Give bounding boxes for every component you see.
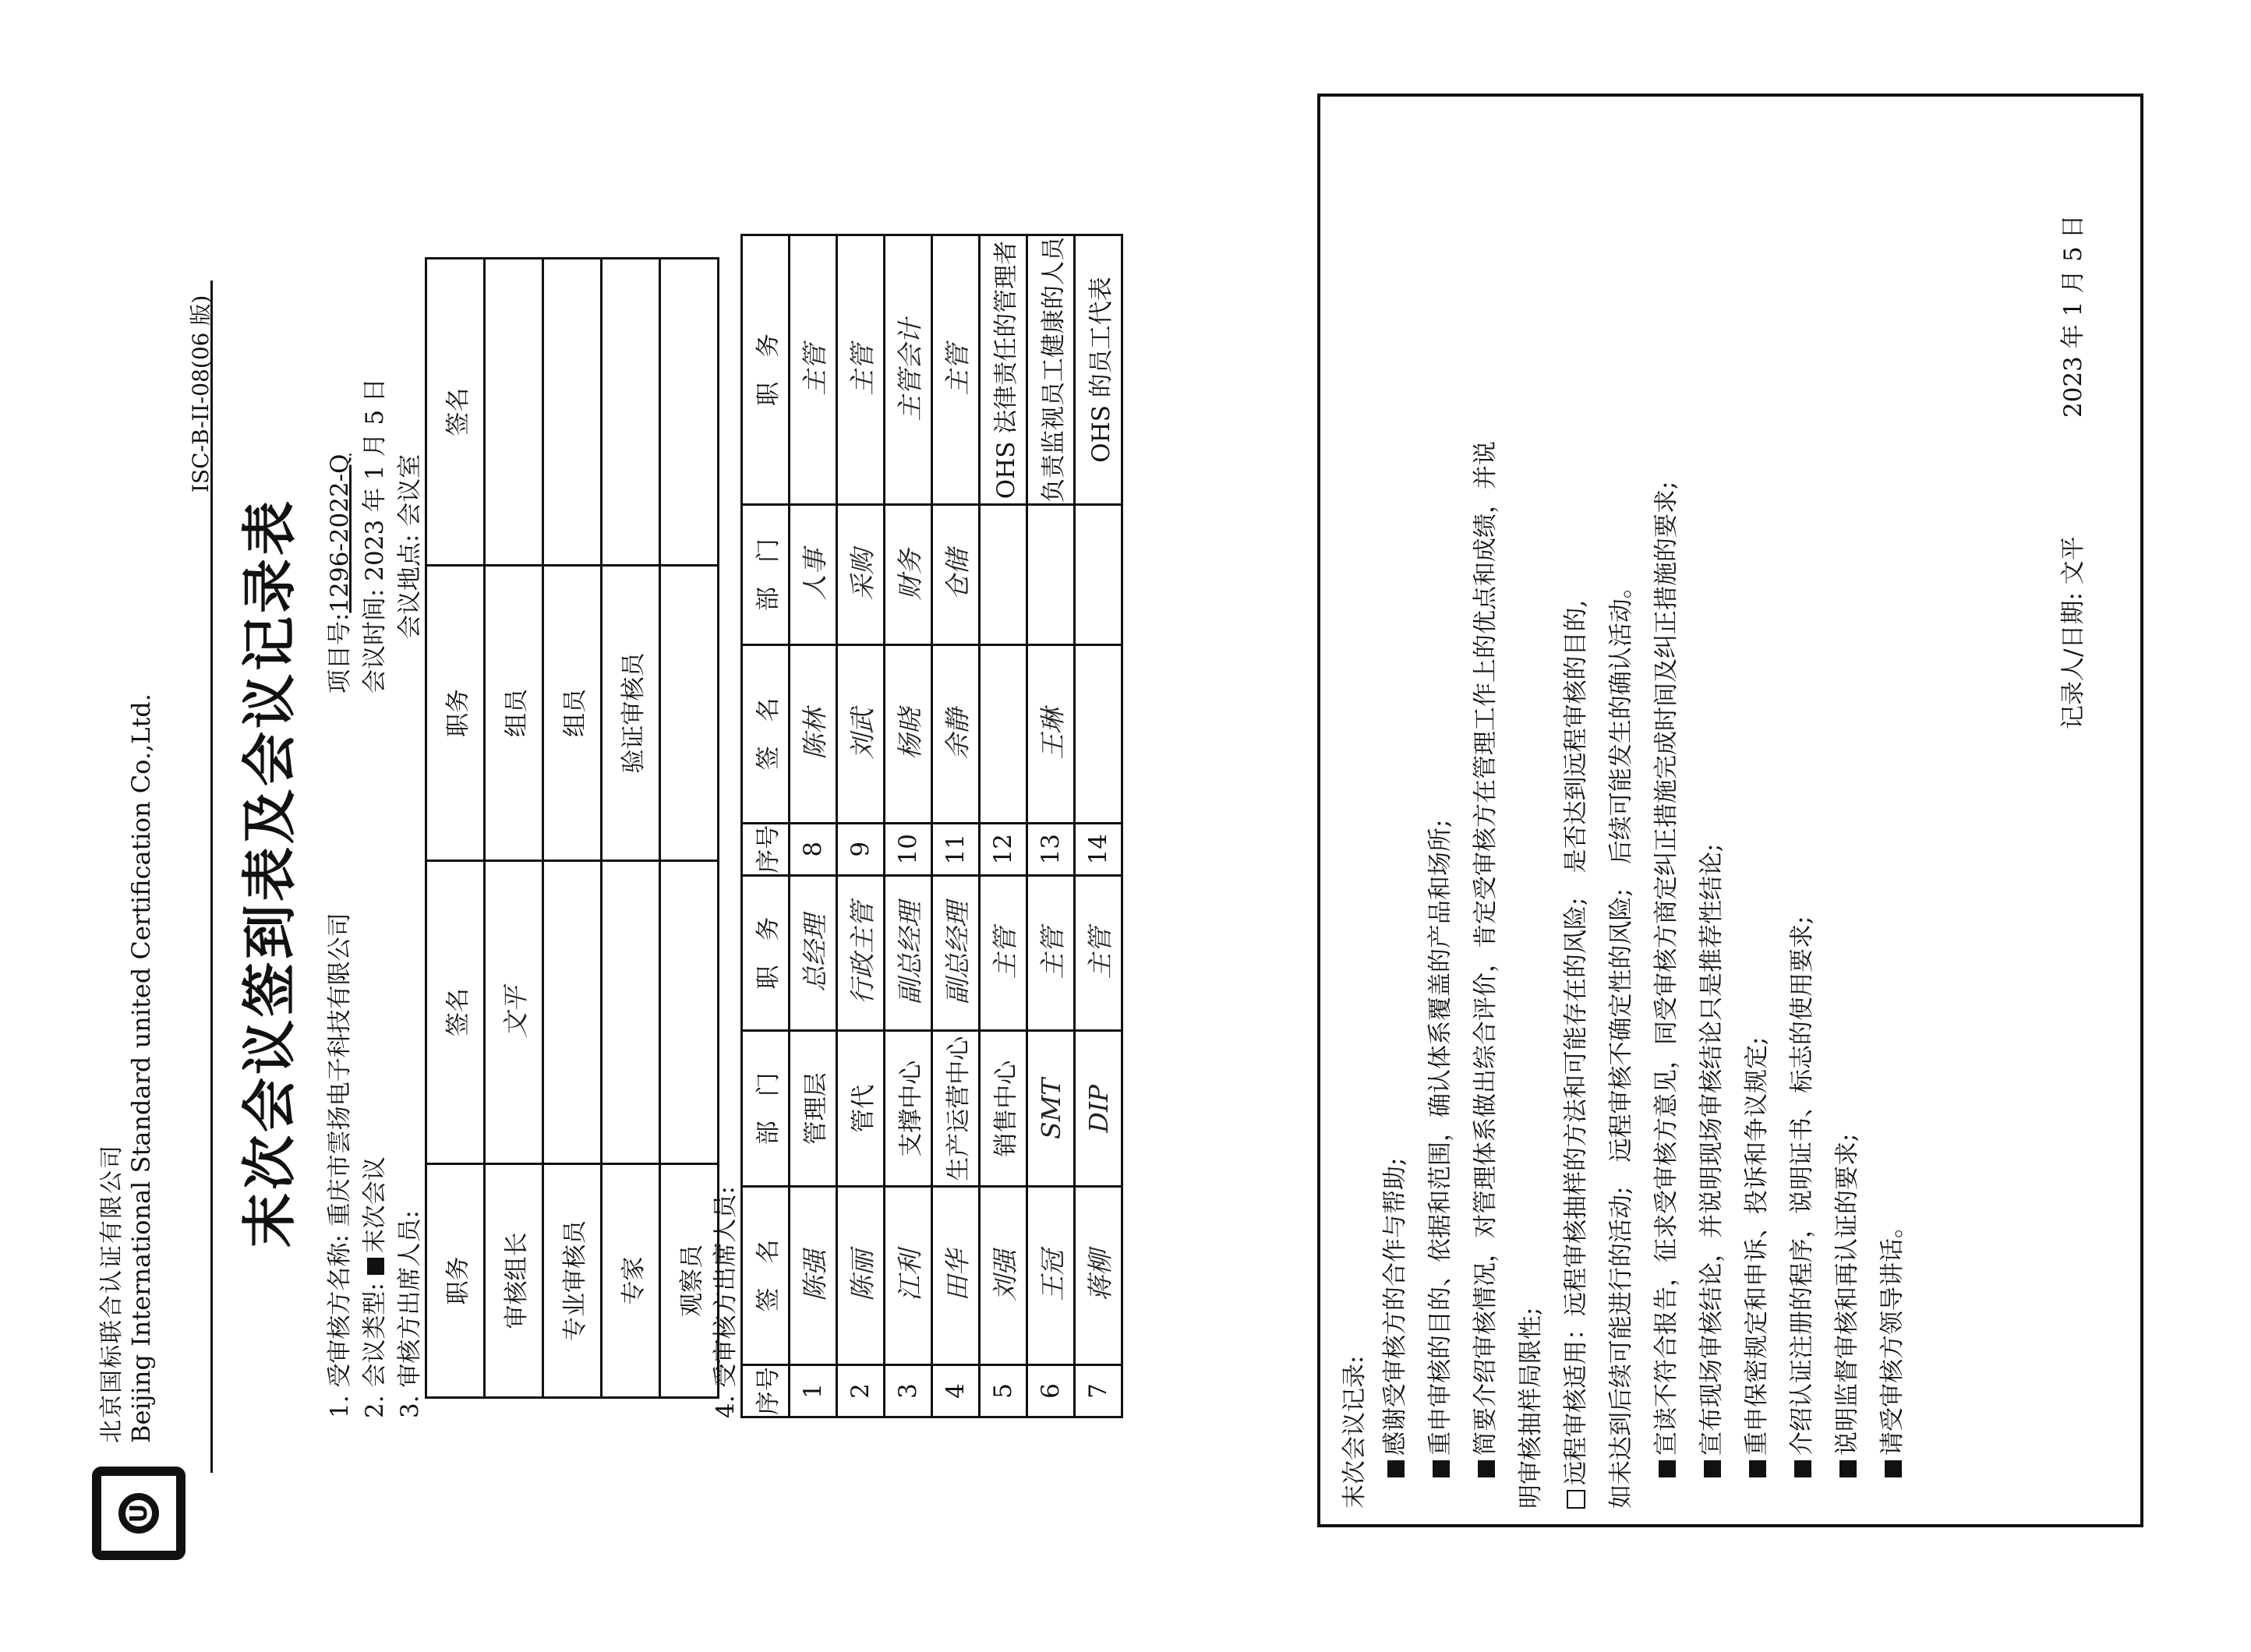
table-row <box>885 235 932 1417</box>
row-dept-2 <box>1075 504 1122 644</box>
row-name: 江利 <box>885 1187 932 1365</box>
checked-box-icon <box>1839 1460 1857 1477</box>
table-row <box>543 259 602 1398</box>
auditee-attendees-label: 4. 受审核方出席人员: <box>712 1186 740 1418</box>
row-dept-2: 人事 <box>790 504 837 644</box>
role-cell: 专业审核员 <box>543 1164 602 1398</box>
note-text: 请受审核方领导讲话。 <box>1878 1214 1906 1456</box>
row-name: 田华 <box>932 1187 980 1365</box>
note-text: 感谢受审核方的合作与帮助; <box>1381 1157 1409 1456</box>
role-cell: 观察员 <box>660 1164 719 1398</box>
table-row <box>602 259 660 1398</box>
bisc-logo-icon: U <box>92 1467 186 1560</box>
note-line <box>1737 1037 1772 1477</box>
signature-cell-2 <box>485 259 543 566</box>
note-text: 说明监督审核和再认证的要求; <box>1833 1133 1861 1456</box>
row-no-2: 13 <box>1027 823 1075 875</box>
row-name-2: 陈林 <box>790 644 837 823</box>
row-title-2: 负责监视员工健康的人员 <box>1027 235 1075 505</box>
note-text: 远程审核适用：远程审核抽样的方法和可能存在的风险; 是否达到远程审核的目的, <box>1562 599 1590 1485</box>
table-header-row <box>742 235 790 1417</box>
row-title-2: 主管 <box>932 235 980 505</box>
info-place <box>390 454 425 639</box>
row-no-2: 14 <box>1075 823 1122 875</box>
row-title-2: 主管会计 <box>885 235 932 505</box>
row-no-2: 8 <box>790 823 837 875</box>
row-dept-2: 采购 <box>837 504 885 644</box>
role-cell-2: 组员 <box>543 565 602 860</box>
row-name-2: 余静 <box>932 644 980 823</box>
row-name-2 <box>980 644 1027 823</box>
checked-box-icon <box>1433 1460 1450 1477</box>
header-dept-2: 部 门 <box>742 504 790 644</box>
note-line <box>1646 482 1681 1477</box>
checked-box-icon <box>1387 1460 1405 1477</box>
row-name: 蒋柳 <box>1075 1187 1122 1365</box>
row-no: 6 <box>1027 1364 1075 1417</box>
note-line <box>1782 916 1817 1477</box>
document-number: ISC-B-II-08(06 版) <box>188 295 214 492</box>
row-name: 陈丽 <box>837 1187 885 1365</box>
checked-box-icon <box>367 1258 384 1275</box>
auditee-label: 1. 受审核方名称: <box>326 1234 354 1418</box>
row-dept: 支撑中心 <box>885 1031 932 1187</box>
header-name: 签 名 <box>742 1187 790 1365</box>
row-no-2: 9 <box>837 823 885 875</box>
signature-cell <box>602 861 660 1164</box>
header-signature-2: 签名 <box>426 259 485 566</box>
company-name-cn: 北京国标联合认证有限公司 <box>98 1144 125 1443</box>
row-title-2: 主管 <box>837 235 885 505</box>
row-no: 1 <box>790 1364 837 1417</box>
row-title-2: OHS 的员工代表 <box>1075 235 1122 505</box>
signature-cell-2 <box>543 259 602 566</box>
meeting-time-label: 会议时间: <box>361 588 389 694</box>
row-dept: DIP <box>1075 1031 1122 1187</box>
auditor-attendees-label: 3. 审核方出席人员: <box>396 1210 424 1418</box>
row-title: 副总经理 <box>932 875 980 1030</box>
note-text: 简要介绍审核情况，对管理体系做出综合评价，肯定受审核方在管理工作上的优点和成绩，并说 <box>1472 441 1500 1456</box>
row-no: 5 <box>980 1364 1027 1417</box>
meeting-place-label: 会议地点: <box>396 534 424 639</box>
page-title: 末次会议签到表及会议记录表 <box>238 498 302 1248</box>
signature-cell-2 <box>602 259 660 566</box>
note-line <box>1556 600 1591 1509</box>
recorder-label: 记录人/日期: <box>2059 592 2087 729</box>
role-cell: 审核组长 <box>485 1164 543 1398</box>
header-dept: 部 门 <box>742 1031 790 1187</box>
row-name-2: 杨晓 <box>885 644 932 823</box>
header-no: 序号 <box>742 1364 790 1417</box>
row-dept: 生产运营中心 <box>932 1031 980 1187</box>
note-text: 明审核抽样局限性; <box>1517 1307 1545 1509</box>
project-value: 1296-2022-Q <box>326 454 354 613</box>
row-dept-2 <box>1027 504 1075 644</box>
company-name-en: Beijing International Standard united Certification Co.,Ltd. <box>126 693 156 1443</box>
note-line <box>1827 1134 1862 1477</box>
meeting-type-label: 2. 会议类型: <box>361 1283 389 1418</box>
table-row <box>837 235 885 1417</box>
row-no-2: 10 <box>885 823 932 875</box>
table-row <box>790 235 837 1417</box>
header-title: 职 务 <box>742 875 790 1030</box>
table-row <box>932 235 980 1417</box>
row-dept: 销售中心 <box>980 1031 1027 1187</box>
auditee-attendance-table <box>740 234 1123 1418</box>
recorder-value: 文平 <box>2059 536 2087 585</box>
header-divider <box>210 281 213 1473</box>
header-title-2: 职 务 <box>742 235 790 505</box>
role-cell-2: 验证审核员 <box>602 565 660 860</box>
note-text: 如未达到后续可能进行的活动; 远程审核不确定性的风险; 后续可能发生的确认活动。 <box>1607 574 1635 1509</box>
checked-box-icon <box>1885 1460 1902 1477</box>
row-title-2: OHS 法律责任的管理者 <box>980 235 1027 505</box>
row-name: 刘强 <box>980 1187 1027 1365</box>
info-item3 <box>390 1210 425 1418</box>
checked-box-icon <box>1704 1460 1721 1477</box>
note-line <box>1420 820 1455 1477</box>
row-dept-2: 仓储 <box>932 504 980 644</box>
checked-box-icon <box>1478 1460 1495 1477</box>
notes-title: 末次会议记录: <box>1341 1355 1369 1509</box>
note-line <box>1465 441 1500 1477</box>
row-no: 3 <box>885 1364 932 1417</box>
note-text: 介绍认证注册的程序，说明证书、标志的使用要求; <box>1788 916 1816 1456</box>
row-title-2: 主管 <box>790 235 837 505</box>
meeting-place-value: 会议室 <box>396 454 424 527</box>
row-title: 总经理 <box>790 875 837 1030</box>
row-no: 4 <box>932 1364 980 1417</box>
row-title: 副总经理 <box>885 875 932 1030</box>
info-item1 <box>320 912 355 1418</box>
info-time <box>355 378 390 694</box>
row-name-2: 刘武 <box>837 644 885 823</box>
info-item2 <box>355 1156 390 1418</box>
row-dept: SMT <box>1027 1031 1075 1187</box>
signature-cell: 文平 <box>485 861 543 1164</box>
note-line <box>1872 1214 1907 1477</box>
row-dept: 管代 <box>837 1031 885 1187</box>
unchecked-box-icon <box>1567 1490 1585 1509</box>
meeting-notes-box <box>1317 94 2143 1527</box>
row-no: 7 <box>1075 1364 1122 1417</box>
row-title: 主管 <box>980 875 1027 1030</box>
note-line <box>1375 1158 1410 1477</box>
meeting-time-value: 2023 年 1 月 5 日 <box>361 378 389 581</box>
signature-cell <box>660 861 719 1164</box>
note-line <box>1601 574 1636 1509</box>
row-title: 主管 <box>1075 875 1122 1030</box>
record-date: 2023 年 1 月 5 日 <box>2059 214 2087 418</box>
row-name: 王冠 <box>1027 1187 1075 1365</box>
signature-cell-2 <box>660 259 719 566</box>
note-line <box>1691 844 1726 1477</box>
note-text: 宣读不符合报告，征求受审核方意见，同受审核方商定纠正措施完成时间及纠正措施的要求; <box>1652 481 1680 1456</box>
info-project <box>320 454 355 694</box>
row-dept: 管理层 <box>790 1031 837 1187</box>
header-no-2: 序号 <box>742 823 790 875</box>
document-sheet <box>0 94 2167 1652</box>
row-name-2 <box>1075 644 1122 823</box>
meeting-type-value: 末次会议 <box>361 1156 389 1254</box>
checked-box-icon <box>1794 1460 1811 1477</box>
header-role-2: 职务 <box>426 565 485 860</box>
row-name: 陈强 <box>790 1187 837 1365</box>
signature-cell <box>543 861 602 1164</box>
note-text: 重申审核的目的、依据和范围，确认体系覆盖的产品和场所; <box>1426 819 1454 1456</box>
table-header-row <box>426 259 485 1398</box>
project-label: 项目号: <box>326 612 354 694</box>
table-row <box>485 259 543 1398</box>
table-row <box>1075 235 1122 1417</box>
row-title: 主管 <box>1027 875 1075 1030</box>
row-dept-2 <box>980 504 1027 644</box>
role-cell-2 <box>660 565 719 860</box>
note-text: 重申保密规定和申诉、投诉和争议规定; <box>1743 1036 1771 1456</box>
table-row <box>1027 235 1075 1417</box>
header-name-2: 签 名 <box>742 644 790 823</box>
checked-box-icon <box>1659 1460 1676 1477</box>
recorder-line <box>2053 536 2088 729</box>
role-cell-2: 组员 <box>485 565 543 860</box>
row-name-2: 王琳 <box>1027 644 1075 823</box>
table-row <box>980 235 1027 1417</box>
checked-box-icon <box>1749 1460 1766 1477</box>
note-line <box>1511 1308 1546 1509</box>
row-dept-2: 财务 <box>885 504 932 644</box>
row-no-2: 11 <box>932 823 980 875</box>
auditor-attendance-table <box>425 257 719 1399</box>
header-role: 职务 <box>426 1164 485 1398</box>
row-no-2: 12 <box>980 823 1027 875</box>
note-text: 宣布现场审核结论，并说明现场审核结论只是推荐性结论; <box>1698 843 1726 1456</box>
auditee-value: 重庆市雲扬电子科技有限公司 <box>326 912 354 1227</box>
row-no: 2 <box>837 1364 885 1417</box>
role-cell: 专家 <box>602 1164 660 1398</box>
header-signature: 签名 <box>426 861 485 1164</box>
row-title: 行政主管 <box>837 875 885 1030</box>
